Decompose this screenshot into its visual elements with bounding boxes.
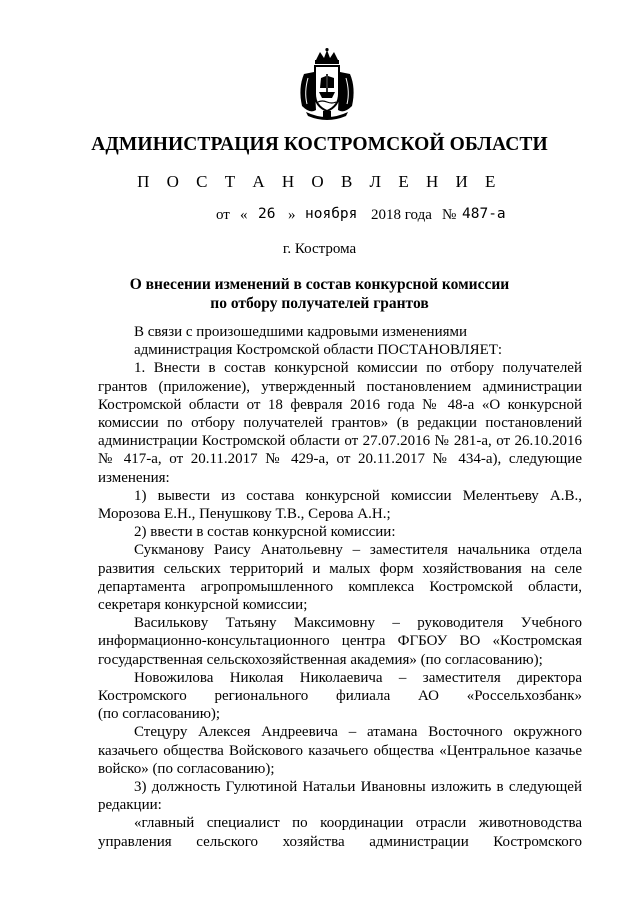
body-line: администрации Костромской области от 27.07.2016 № 281-а, от 26.10.2016 xyxy=(98,433,582,450)
date-prefix: от xyxy=(216,207,230,223)
body-line: (по согласованию); xyxy=(98,706,221,723)
body-line: Васильковy Татьяну Максимовну – руководителя Учебного xyxy=(134,615,582,632)
body-line: 1. Внести в состав конкурсной комиссии по отбору получателей xyxy=(134,360,582,377)
quote-open: « xyxy=(240,207,248,223)
body-line: 1) вывести из состава конкурсной комиссии Мелентьеву А.В., xyxy=(134,487,582,504)
document-body xyxy=(98,323,582,851)
body-line: 2) ввести в состав конкурсной комиссии: xyxy=(134,524,396,541)
number-sign: № xyxy=(442,207,457,223)
body-line: Костромской области от 18 февраля 2016 года № 48-а «О конкурсной xyxy=(98,396,582,413)
body-line: информационно-консультационного центра ФГБОУ ВО «Костромская xyxy=(98,633,582,650)
city: г. Кострома xyxy=(282,241,357,257)
body-line: Морозова Е.Н., Пенушкову Т.В., Серова А.Н.; xyxy=(98,506,391,523)
body-line: Сукманову Раису Анатольевну – заместителя начальника отдела xyxy=(134,542,582,559)
coat-of-arms-emblem xyxy=(296,48,358,122)
body-line: изменения: xyxy=(98,469,170,486)
body-line: государственная сельскохозяйственная академия» (по согласованию); xyxy=(98,651,543,668)
quote-close: » xyxy=(288,207,296,223)
document-number: 487-а xyxy=(462,206,506,222)
title-line: О внесении изменений в состав конкурсной комиссии xyxy=(129,276,510,293)
body-line: грантов (приложение), утвержденный постановлением администрации xyxy=(98,378,582,395)
body-line: «главный специалист по координации отрасли животноводства xyxy=(134,815,582,832)
organization-name: АДМИНИСТРАЦИЯ КОСТРОМСКОЙ ОБЛАСТИ xyxy=(91,134,548,155)
title-line: по отбору получателей грантов xyxy=(210,295,429,312)
body-line: управления сельского хозяйства администрации Костромского xyxy=(98,833,582,850)
body-line: секретаря конкурсной комиссии; xyxy=(98,597,308,614)
document-type: П О С Т А Н О В Л Е Н И Е xyxy=(137,172,502,191)
document-title xyxy=(0,275,639,313)
body-line: войско» (по согласованию); xyxy=(98,760,275,777)
body-line: В связи с произошедшими кадровыми изменениями xyxy=(134,324,468,340)
body-line: Костромского регионального филиала АО «Россельхозбанк» xyxy=(98,688,582,705)
date-month: ноября xyxy=(305,206,358,222)
body-line: 3) должность Гулютиной Натальи Ивановны изложить в следующей xyxy=(134,779,582,796)
body-line: редакции: xyxy=(98,797,162,814)
body-line: № 417-а, от 20.11.2017 № 429-а, от 20.11.2017 № 434-а), следующие xyxy=(98,451,582,468)
body-line: департамента агропромышленного комплекса Костромской области, xyxy=(98,578,582,595)
body-line: комиссии по отбору получателей грантов» (в редакции постановлений xyxy=(98,415,582,432)
body-line: развития сельских территорий и малых форм хозяйствования на селе xyxy=(98,560,582,577)
date-year: 2018 года xyxy=(371,207,432,223)
body-line: Новожилова Николая Николаевича – заместителя директора xyxy=(134,669,582,686)
body-line: администрация Костромской области ПОСТАНОВЛЯЕТ: xyxy=(134,342,503,359)
body-line: казачьего общества Войскового казачьего общества «Центральное казачье xyxy=(98,742,582,759)
body-line: Стецуру Алексея Андреевича – атамана Восточного окружного xyxy=(134,724,582,741)
date-day: 26 xyxy=(258,206,276,222)
